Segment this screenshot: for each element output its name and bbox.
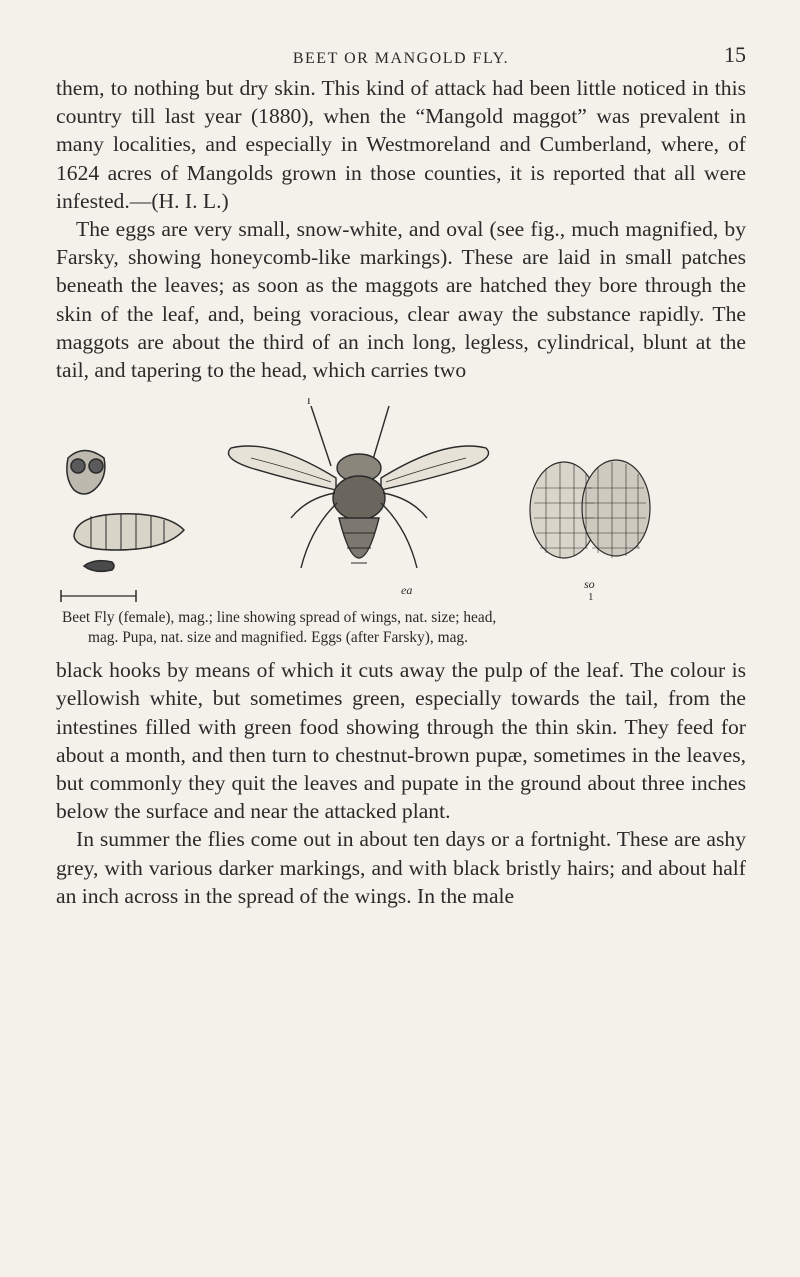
eggs-illustration (516, 448, 666, 608)
figure-label-l: l (307, 398, 311, 408)
figure-beet-fly (56, 398, 746, 608)
page-number: 15 (724, 42, 746, 67)
figure-label-ea: ea (401, 583, 413, 598)
figure-label-1: 1 (588, 591, 594, 604)
book-page (56, 40, 746, 910)
figure-caption (56, 608, 746, 648)
paragraph-attack: them, to nothing but dry skin. This kind of attack had been little noticed in this country till last year (1880), when the “Mangold maggot” was prevalent in many localities, and especially in Westmoreland and Cumberland, where, of 1624 acres of Mangolds grown in those counties, it is reported that all were infested.—(H. I. L.) (56, 76, 746, 213)
paragraph-flies: In summer the flies come out in about ten days or a fortnight. These are ashy grey, with various darker markings, and with black bristly hairs; and about half an inch across in the spread of the wings. In the male (56, 827, 746, 908)
running-head: BEET OR MANGOLD FLY. (292, 50, 510, 67)
head-pupa-illustration (56, 438, 206, 608)
paragraph-eggs: The eggs are very small, snow-white, and oval (see fig., much magnified, by Farsky, showing honeycomb-like markings). These are laid in small patches beneath the leaves; as soon as the maggots are hatched they bore through the skin of the leaf, and, being voracious, clear away the substance rapidly. The maggots are about the third of an inch long, legless, cylindrical, blunt at the tail, and tapering to the head, which carries two (56, 217, 746, 383)
figure-label-so: so (584, 577, 595, 592)
caption-line-2: mag. Pupa, nat. size and magnified. Eggs (after Farsky), mag. (88, 629, 468, 647)
paragraph-maggots: black hooks by means of which it cuts away the pulp of the leaf. The colour is yellowish white, but sometimes green, especially towards the tail, from the intestines filled with green food showing through the thin skin. They feed for about a month, and then turn to chestnut-brown pupæ, sometimes in the leaves, but commonly they quit the leaves and pupate in the ground about three inches below the surface and near the attacked plant. (56, 658, 746, 824)
fly-illustration (211, 398, 511, 608)
caption-line-1: Beet Fly (female), mag.; line showing spread of wings, nat. size; head, (62, 609, 497, 627)
page-header (56, 40, 746, 74)
